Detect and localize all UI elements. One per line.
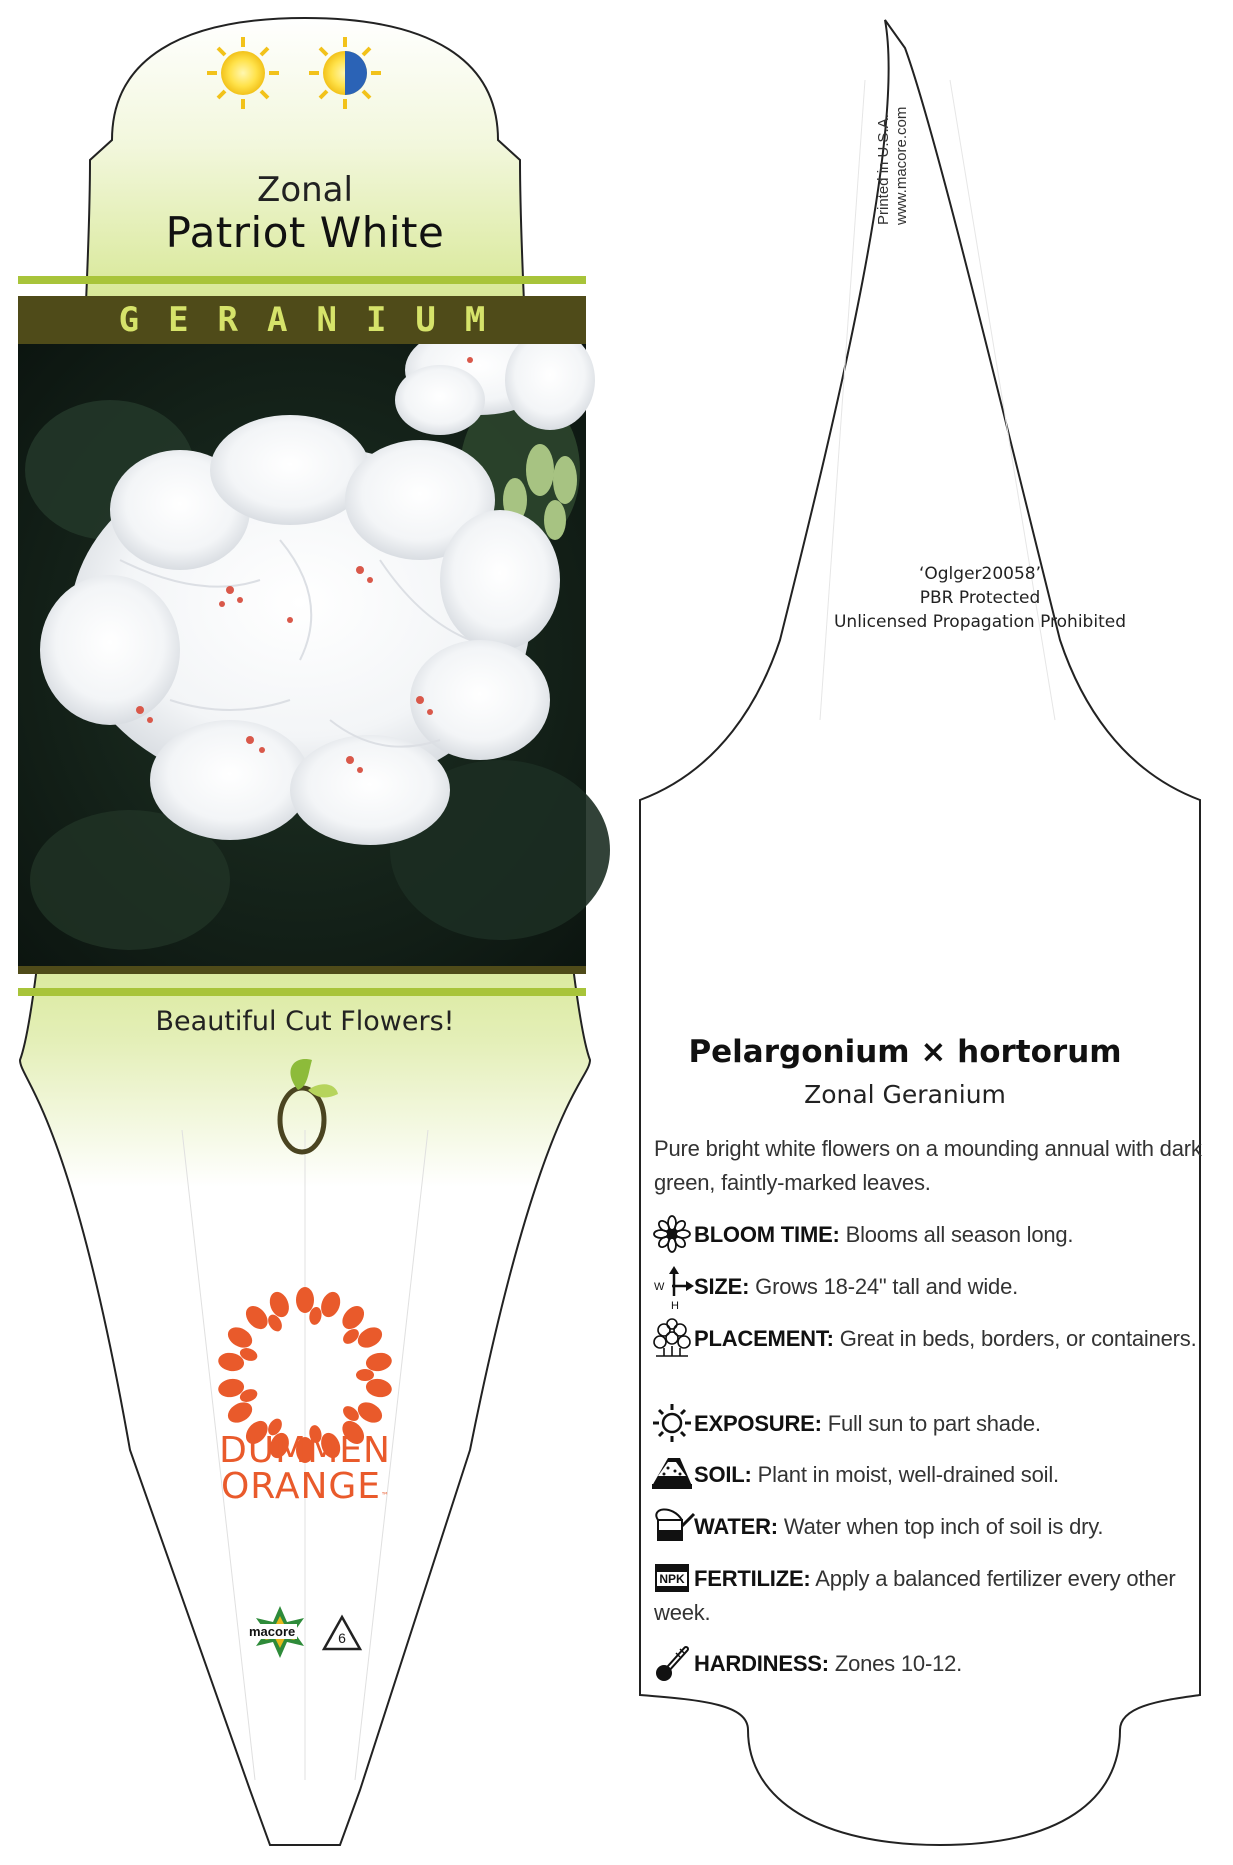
attr-text: Water when top inch of soil is dry. (783, 1514, 1104, 1539)
brand-trademark: ™ (381, 1491, 390, 1500)
size-icon-h: H (671, 1300, 679, 1312)
attr-text: Apply a balanced fertilizer every other week. (654, 1566, 1176, 1625)
pbr-block (740, 562, 1220, 634)
description: Pure bright white flowers on a mounding annual with dark green, faintly-marked leaves. (654, 1136, 1202, 1195)
attr-label: SIZE: (694, 1274, 750, 1299)
brand-line-2 (180, 1468, 430, 1515)
genus-name: GERANIUM (118, 300, 515, 340)
common-name: Zonal Geranium (804, 1080, 1006, 1109)
attr-text: Plant in moist, well-drained soil. (757, 1462, 1059, 1487)
attr-label: WATER: (694, 1514, 778, 1539)
attr-label: FERTILIZE: (694, 1566, 811, 1591)
flower-photo (18, 325, 610, 966)
attr-fertilize (654, 1562, 1214, 1630)
brand-line-2-text: ORANGE (220, 1466, 382, 1507)
propagation-line: Unlicensed Propagation Prohibited (833, 612, 1126, 632)
attr-text: Zones 10-12. (834, 1651, 963, 1676)
cultivar-code: ‘Oglger20058’ (918, 564, 1042, 584)
recycle-number: 6 (338, 1630, 346, 1646)
attr-exposure (654, 1407, 1214, 1441)
attr-hardiness (654, 1647, 1214, 1681)
npk-text: NPK (659, 1572, 685, 1586)
attr-text: Great in beds, borders, or containers. (839, 1326, 1197, 1351)
attr-text: Grows 18-24" tall and wide. (755, 1274, 1019, 1299)
brand-line-1: DÜMMEN (219, 1430, 391, 1471)
latin-name: Pelargonium × hortorum (688, 1034, 1122, 1070)
genus-band (18, 296, 586, 344)
attr-label: HARDINESS: (694, 1651, 829, 1676)
attr-text: Blooms all season long. (845, 1222, 1074, 1247)
attr-label: PLACEMENT: (694, 1326, 834, 1351)
attr-label: SOIL: (694, 1462, 752, 1487)
attr-label: EXPOSURE: (694, 1411, 822, 1436)
pbr-line: PBR Protected (919, 588, 1041, 608)
attr-label: BLOOM TIME: (694, 1222, 840, 1247)
macore-logo-text: macore (249, 1624, 296, 1639)
attr-bloom-time (654, 1218, 1214, 1252)
tagline: Beautiful Cut Flowers! (155, 1006, 455, 1037)
attr-soil (654, 1458, 1214, 1492)
size-icon-w: W (654, 1281, 665, 1293)
printed-in: Printed in U.S.A. (875, 114, 892, 225)
variety-name: Patriot White (165, 208, 445, 257)
website: www.macore.com (893, 106, 910, 225)
attr-text: Full sun to part shade. (827, 1411, 1041, 1436)
attr-water (654, 1510, 1214, 1544)
variety-group: Zonal (257, 170, 353, 210)
attr-size (654, 1270, 1214, 1304)
attr-placement (654, 1322, 1214, 1356)
